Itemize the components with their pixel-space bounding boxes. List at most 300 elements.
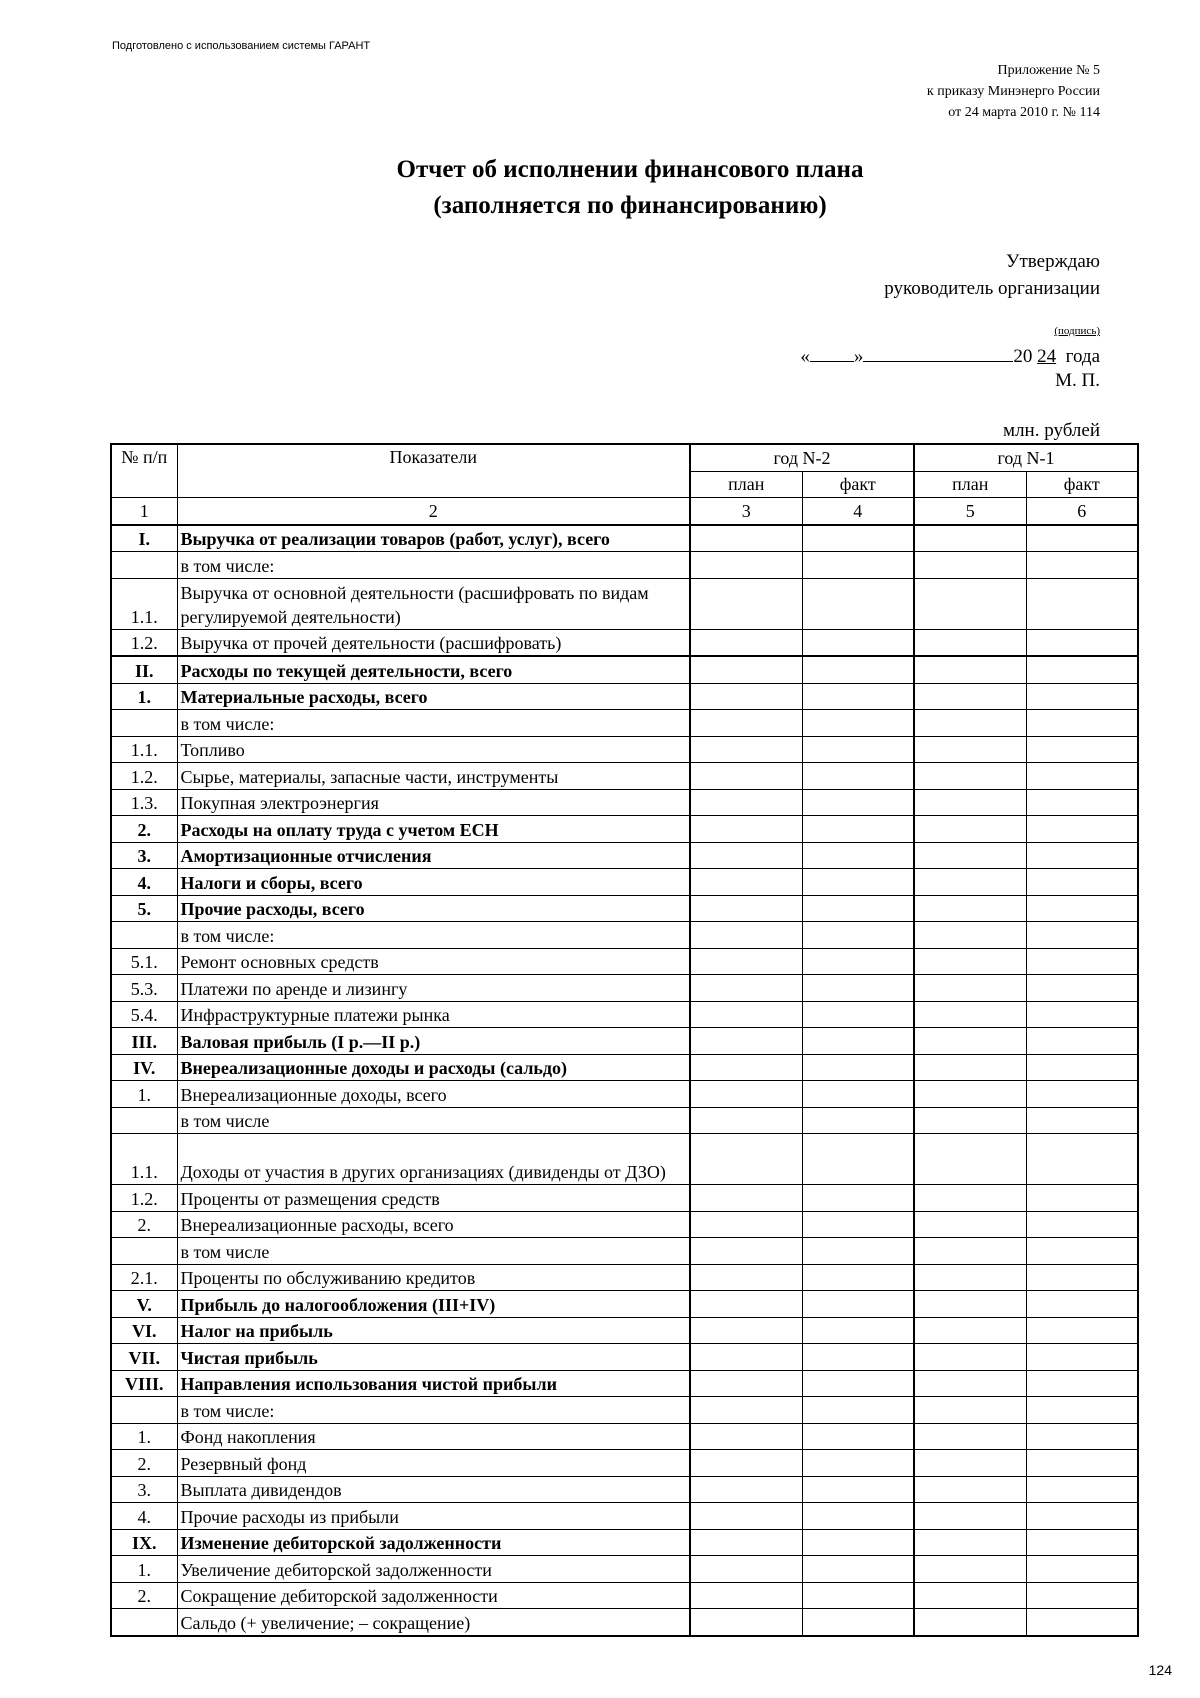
row-number: I. (111, 525, 177, 552)
col-number-label: 6 (1026, 498, 1138, 525)
cell-n2-fact[interactable] (802, 1264, 914, 1291)
col-header-plan: план (690, 471, 802, 498)
row-indicator: Внереализационные доходы и расходы (сальдо) (177, 1054, 690, 1081)
day-blank (810, 343, 854, 362)
row-number: 1.1. (111, 578, 177, 629)
units-label: млн. рублей (1003, 420, 1100, 441)
stamp-place: М. П. (1055, 370, 1100, 391)
cell-n2-plan[interactable] (690, 1556, 802, 1583)
cell-n1-fact[interactable] (1026, 1291, 1138, 1318)
cell-n1-fact[interactable] (1026, 1344, 1138, 1371)
cell-n2-plan[interactable] (690, 710, 802, 737)
row-indicator: Инфраструктурные платежи рынка (177, 1001, 690, 1028)
cell-n1-plan[interactable] (914, 1450, 1026, 1477)
row-indicator: Резервный фонд (177, 1450, 690, 1477)
table-row (111, 869, 1138, 896)
date-close-quote: » (853, 346, 864, 367)
cell-n1-fact[interactable] (1026, 1503, 1138, 1530)
cell-n1-plan[interactable] (914, 1134, 1026, 1185)
month-blank (863, 343, 1013, 362)
cell-n2-fact[interactable] (802, 1344, 914, 1371)
cell-n2-plan[interactable] (690, 629, 802, 656)
table-row (111, 1317, 1138, 1344)
cell-n2-plan[interactable] (690, 1423, 802, 1450)
table-row (111, 1397, 1138, 1424)
cell-n2-fact[interactable] (802, 1556, 914, 1583)
document-title (0, 152, 1200, 224)
cell-n2-fact[interactable] (802, 1450, 914, 1477)
cell-n1-plan[interactable] (914, 656, 1026, 683)
cell-n1-plan[interactable] (914, 922, 1026, 949)
cell-n2-plan[interactable] (690, 922, 802, 949)
row-indicator: в том числе (177, 1238, 690, 1265)
table-row (111, 1185, 1138, 1212)
cell-n1-fact[interactable] (1026, 1001, 1138, 1028)
cell-n1-plan[interactable] (914, 975, 1026, 1002)
cell-n1-plan[interactable] (914, 763, 1026, 790)
cell-n1-fact[interactable] (1026, 842, 1138, 869)
table-row (111, 1503, 1138, 1530)
date-year: 24 (1037, 346, 1057, 367)
cell-n2-plan[interactable] (690, 1054, 802, 1081)
cell-n2-fact[interactable] (802, 1134, 914, 1185)
cell-n2-plan[interactable] (690, 1609, 802, 1636)
table-row (111, 525, 1138, 552)
cell-n1-fact[interactable] (1026, 869, 1138, 896)
cell-n1-plan[interactable] (914, 1264, 1026, 1291)
cell-n2-plan[interactable] (690, 656, 802, 683)
cell-n2-fact[interactable] (802, 869, 914, 896)
row-number: 1.2. (111, 763, 177, 790)
cell-n2-plan[interactable] (690, 1476, 802, 1503)
cell-n1-fact[interactable] (1026, 683, 1138, 710)
cell-n1-plan[interactable] (914, 1238, 1026, 1265)
row-number: 1. (111, 683, 177, 710)
row-number: VII. (111, 1344, 177, 1371)
cell-n1-fact[interactable] (1026, 629, 1138, 656)
cell-n2-plan[interactable] (690, 842, 802, 869)
cell-n2-plan[interactable] (690, 578, 802, 629)
cell-n1-fact[interactable] (1026, 1238, 1138, 1265)
cell-n1-fact[interactable] (1026, 948, 1138, 975)
cell-n2-fact[interactable] (802, 578, 914, 629)
appendix-reference (927, 60, 1100, 123)
row-indicator: Расходы на оплату труда с учетом ЕСН (177, 816, 690, 843)
cell-n1-fact[interactable] (1026, 1609, 1138, 1636)
cell-n1-plan[interactable] (914, 1317, 1026, 1344)
table-row (111, 1107, 1138, 1134)
cell-n1-fact[interactable] (1026, 763, 1138, 790)
appendix-line: к приказу Минэнерго России (926, 84, 1100, 99)
row-number: 5.3. (111, 975, 177, 1002)
cell-n2-plan[interactable] (690, 789, 802, 816)
cell-n1-plan[interactable] (914, 1529, 1026, 1556)
row-indicator: Сокращение дебиторской задолженности (177, 1582, 690, 1609)
cell-n1-plan[interactable] (914, 1107, 1026, 1134)
cell-n2-fact[interactable] (802, 1185, 914, 1212)
cell-n1-plan[interactable] (914, 1185, 1026, 1212)
cell-n1-fact[interactable] (1026, 736, 1138, 763)
cell-n2-fact[interactable] (802, 922, 914, 949)
cell-n1-fact[interactable] (1026, 1134, 1138, 1185)
cell-n1-plan[interactable] (914, 629, 1026, 656)
row-indicator: Налог на прибыль (177, 1317, 690, 1344)
title-line: (заполняется по финансированию) (433, 192, 827, 219)
table-row (111, 1370, 1138, 1397)
signature-hint: (подпись) (1054, 325, 1100, 337)
cell-n1-fact[interactable] (1026, 1556, 1138, 1583)
appendix-line: Приложение № 5 (997, 63, 1100, 78)
approval-role: руководитель организации (884, 278, 1100, 299)
cell-n1-fact[interactable] (1026, 1081, 1138, 1108)
cell-n2-plan[interactable] (690, 763, 802, 790)
table-row (111, 629, 1138, 656)
row-indicator: Прочие расходы, всего (177, 895, 690, 922)
date-open-quote: « (800, 346, 810, 367)
cell-n1-fact[interactable] (1026, 789, 1138, 816)
cell-n2-fact[interactable] (802, 1503, 914, 1530)
row-number: 2. (111, 1450, 177, 1477)
cell-n1-plan[interactable] (914, 525, 1026, 552)
table-row (111, 763, 1138, 790)
table-row (111, 1423, 1138, 1450)
cell-n1-fact[interactable] (1026, 895, 1138, 922)
col-header-plan: план (914, 471, 1026, 498)
cell-n1-plan[interactable] (914, 1001, 1026, 1028)
table-row (111, 1609, 1138, 1636)
row-indicator: Амортизационные отчисления (177, 842, 690, 869)
row-indicator: Покупная электроэнергия (177, 789, 690, 816)
cell-n1-fact[interactable] (1026, 552, 1138, 579)
cell-n2-fact[interactable] (802, 1397, 914, 1424)
row-number: 1.2. (111, 1185, 177, 1212)
table-row (111, 1476, 1138, 1503)
cell-n2-fact[interactable] (802, 710, 914, 737)
cell-n1-fact[interactable] (1026, 578, 1138, 629)
cell-n1-plan[interactable] (914, 736, 1026, 763)
cell-n1-fact[interactable] (1026, 525, 1138, 552)
cell-n2-plan[interactable] (690, 552, 802, 579)
cell-n1-plan[interactable] (914, 1291, 1026, 1318)
cell-n1-plan[interactable] (914, 1054, 1026, 1081)
table-row (111, 1291, 1138, 1318)
cell-n2-plan[interactable] (690, 683, 802, 710)
table-row (111, 895, 1138, 922)
cell-n2-fact[interactable] (802, 629, 914, 656)
row-indicator: Внереализационные расходы, всего (177, 1211, 690, 1238)
cell-n2-plan[interactable] (690, 816, 802, 843)
cell-n2-plan[interactable] (690, 1370, 802, 1397)
cell-n2-fact[interactable] (802, 895, 914, 922)
table-row (111, 789, 1138, 816)
cell-n2-plan[interactable] (690, 1185, 802, 1212)
cell-n1-plan[interactable] (914, 1211, 1026, 1238)
row-number: 5.1. (111, 948, 177, 975)
row-indicator: Чистая прибыль (177, 1344, 690, 1371)
garant-notice: Подготовлено с использованием системы ГАРАНТ (112, 40, 371, 52)
row-indicator: Проценты по обслуживанию кредитов (177, 1264, 690, 1291)
cell-n2-fact[interactable] (802, 1582, 914, 1609)
row-indicator: в том числе: (177, 1397, 690, 1424)
cell-n1-plan[interactable] (914, 683, 1026, 710)
cell-n1-fact[interactable] (1026, 656, 1138, 683)
row-number (111, 710, 177, 737)
cell-n1-plan[interactable] (914, 948, 1026, 975)
cell-n2-plan[interactable] (690, 1397, 802, 1424)
table-row (111, 922, 1138, 949)
table-row (111, 1001, 1138, 1028)
cell-n1-fact[interactable] (1026, 816, 1138, 843)
cell-n1-fact[interactable] (1026, 922, 1138, 949)
row-indicator: Налоги и сборы, всего (177, 869, 690, 896)
cell-n1-fact[interactable] (1026, 1450, 1138, 1477)
table-row (111, 736, 1138, 763)
cell-n2-plan[interactable] (690, 525, 802, 552)
cell-n2-plan[interactable] (690, 1238, 802, 1265)
cell-n2-fact[interactable] (802, 1081, 914, 1108)
row-number: 1.1. (111, 736, 177, 763)
row-number: 4. (111, 869, 177, 896)
cell-n2-fact[interactable] (802, 816, 914, 843)
cell-n2-plan[interactable] (690, 869, 802, 896)
row-indicator: Проценты от размещения средств (177, 1185, 690, 1212)
cell-n1-plan[interactable] (914, 1609, 1026, 1636)
table-row (111, 656, 1138, 683)
cell-n2-plan[interactable] (690, 895, 802, 922)
cell-n1-fact[interactable] (1026, 1264, 1138, 1291)
cell-n2-plan[interactable] (690, 1134, 802, 1185)
cell-n2-plan[interactable] (690, 975, 802, 1002)
cell-n1-fact[interactable] (1026, 1211, 1138, 1238)
cell-n2-fact[interactable] (802, 683, 914, 710)
cell-n2-fact[interactable] (802, 975, 914, 1002)
row-indicator: Расходы по текущей деятельности, всего (177, 656, 690, 683)
cell-n2-fact[interactable] (802, 1107, 914, 1134)
cell-n2-fact[interactable] (802, 1001, 914, 1028)
cell-n2-plan[interactable] (690, 1291, 802, 1318)
cell-n1-fact[interactable] (1026, 1423, 1138, 1450)
cell-n2-fact[interactable] (802, 1238, 914, 1265)
row-number: 2. (111, 1211, 177, 1238)
row-number: 2. (111, 816, 177, 843)
row-number (111, 922, 177, 949)
table-row (111, 1211, 1138, 1238)
table-row (111, 1529, 1138, 1556)
row-indicator: в том числе (177, 1107, 690, 1134)
cell-n1-plan[interactable] (914, 1503, 1026, 1530)
row-indicator: Внереализационные доходы, всего (177, 1081, 690, 1108)
approval-line: Утверждаю (1006, 251, 1100, 272)
row-number: 4. (111, 1503, 177, 1530)
cell-n2-plan[interactable] (690, 736, 802, 763)
cell-n1-plan[interactable] (914, 710, 1026, 737)
row-indicator: Ремонт основных средств (177, 948, 690, 975)
cell-n2-plan[interactable] (690, 1028, 802, 1055)
cell-n2-plan[interactable] (690, 1344, 802, 1371)
cell-n2-fact[interactable] (802, 1609, 914, 1636)
cell-n1-fact[interactable] (1026, 1054, 1138, 1081)
cell-n2-fact[interactable] (802, 1317, 914, 1344)
row-indicator: Сальдо (+ увеличение; – сокращение) (177, 1609, 690, 1636)
row-number: 2.1. (111, 1264, 177, 1291)
cell-n1-fact[interactable] (1026, 1582, 1138, 1609)
col-header-fact: факт (802, 471, 914, 498)
cell-n1-fact[interactable] (1026, 1107, 1138, 1134)
cell-n1-plan[interactable] (914, 869, 1026, 896)
cell-n2-fact[interactable] (802, 1028, 914, 1055)
table-row (111, 1081, 1138, 1108)
row-indicator: Выплата дивидендов (177, 1476, 690, 1503)
cell-n1-fact[interactable] (1026, 1185, 1138, 1212)
cell-n1-plan[interactable] (914, 1028, 1026, 1055)
col-number-label: 2 (177, 498, 690, 525)
cell-n2-fact[interactable] (802, 842, 914, 869)
row-number: VI. (111, 1317, 177, 1344)
row-indicator: Валовая прибыль (I р.—II р.) (177, 1028, 690, 1055)
cell-n1-fact[interactable] (1026, 975, 1138, 1002)
row-number (111, 1107, 177, 1134)
row-indicator: Направления использования чистой прибыли (177, 1370, 690, 1397)
cell-n1-plan[interactable] (914, 789, 1026, 816)
row-number: III. (111, 1028, 177, 1055)
cell-n2-fact[interactable] (802, 1423, 914, 1450)
row-number: 1.2. (111, 629, 177, 656)
table-row (111, 683, 1138, 710)
cell-n2-plan[interactable] (690, 1107, 802, 1134)
table-row (111, 710, 1138, 737)
cell-n1-plan[interactable] (914, 1582, 1026, 1609)
col-number-label: 5 (914, 498, 1026, 525)
cell-n2-fact[interactable] (802, 525, 914, 552)
row-indicator: Фонд накопления (177, 1423, 690, 1450)
cell-n1-fact[interactable] (1026, 1476, 1138, 1503)
cell-n1-plan[interactable] (914, 816, 1026, 843)
row-number: II. (111, 656, 177, 683)
row-number: 5.4. (111, 1001, 177, 1028)
row-number: 5. (111, 895, 177, 922)
cell-n2-plan[interactable] (690, 1529, 802, 1556)
row-number (111, 1397, 177, 1424)
row-number: 2. (111, 1582, 177, 1609)
cell-n1-fact[interactable] (1026, 1028, 1138, 1055)
table-row (111, 552, 1138, 579)
cell-n2-plan[interactable] (690, 1450, 802, 1477)
col-header-indicator: Показатели (177, 444, 690, 498)
table-row (111, 1450, 1138, 1477)
cell-n2-fact[interactable] (802, 1211, 914, 1238)
cell-n1-plan[interactable] (914, 1081, 1026, 1108)
cell-n2-fact[interactable] (802, 1370, 914, 1397)
row-indicator: Сырье, материалы, запасные части, инструменты (177, 763, 690, 790)
cell-n1-fact[interactable] (1026, 1529, 1138, 1556)
row-indicator: Прибыль до налогообложения (III+IV) (177, 1291, 690, 1318)
table-row (111, 1134, 1138, 1185)
title-line: Отчет об исполнении финансового плана (396, 156, 864, 183)
row-number: 1.1. (111, 1134, 177, 1185)
row-indicator: Увеличение дебиторской задолженности (177, 1556, 690, 1583)
cell-n2-plan[interactable] (690, 1503, 802, 1530)
cell-n2-plan[interactable] (690, 1081, 802, 1108)
col-header-number: № п/п (111, 444, 177, 498)
cell-n1-fact[interactable] (1026, 1370, 1138, 1397)
cell-n2-plan[interactable] (690, 1211, 802, 1238)
cell-n2-fact[interactable] (802, 1291, 914, 1318)
cell-n2-plan[interactable] (690, 1001, 802, 1028)
table-row (111, 1556, 1138, 1583)
cell-n2-fact[interactable] (802, 736, 914, 763)
row-indicator: Топливо (177, 736, 690, 763)
cell-n2-fact[interactable] (802, 948, 914, 975)
cell-n1-plan[interactable] (914, 1397, 1026, 1424)
col-number-label: 4 (802, 498, 914, 525)
cell-n2-fact[interactable] (802, 656, 914, 683)
row-indicator: Платежи по аренде и лизингу (177, 975, 690, 1002)
cell-n2-fact[interactable] (802, 789, 914, 816)
col-number-label: 1 (111, 498, 177, 525)
cell-n1-plan[interactable] (914, 842, 1026, 869)
table-row (111, 1054, 1138, 1081)
row-indicator: Материальные расходы, всего (177, 683, 690, 710)
row-indicator: Прочие расходы из прибыли (177, 1503, 690, 1530)
col-header-fact: факт (1026, 471, 1138, 498)
cell-n2-fact[interactable] (802, 763, 914, 790)
row-number: 1. (111, 1081, 177, 1108)
approval-date (800, 343, 1100, 368)
col-header-year-n1: год N-1 (914, 444, 1138, 471)
col-number-label: 3 (690, 498, 802, 525)
appendix-line: от 24 марта 2010 г. № 114 (948, 105, 1100, 120)
row-indicator: Выручка от прочей деятельности (расшифровать) (177, 629, 690, 656)
row-number: IV. (111, 1054, 177, 1081)
cell-n1-plan[interactable] (914, 578, 1026, 629)
row-number: 1.3. (111, 789, 177, 816)
cell-n1-plan[interactable] (914, 552, 1026, 579)
cell-n1-fact[interactable] (1026, 1397, 1138, 1424)
cell-n1-fact[interactable] (1026, 710, 1138, 737)
row-number: V. (111, 1291, 177, 1318)
row-indicator: Выручка от основной деятельности (расшифровать по видам регулируемой деятельности) (177, 578, 690, 629)
cell-n2-fact[interactable] (802, 552, 914, 579)
cell-n1-plan[interactable] (914, 1344, 1026, 1371)
approval-block (884, 248, 1100, 302)
row-indicator: в том числе: (177, 922, 690, 949)
table-row (111, 975, 1138, 1002)
cell-n2-plan[interactable] (690, 1317, 802, 1344)
cell-n2-plan[interactable] (690, 1264, 802, 1291)
cell-n1-plan[interactable] (914, 1476, 1026, 1503)
cell-n2-fact[interactable] (802, 1529, 914, 1556)
cell-n1-fact[interactable] (1026, 1317, 1138, 1344)
table-row (111, 1582, 1138, 1609)
cell-n1-plan[interactable] (914, 1370, 1026, 1397)
row-indicator: Изменение дебиторской задолженности (177, 1529, 690, 1556)
row-number: 3. (111, 1476, 177, 1503)
cell-n2-fact[interactable] (802, 1054, 914, 1081)
cell-n2-fact[interactable] (802, 1476, 914, 1503)
row-number: IX. (111, 1529, 177, 1556)
cell-n1-plan[interactable] (914, 1423, 1026, 1450)
row-number: 1. (111, 1423, 177, 1450)
row-indicator: в том числе: (177, 710, 690, 737)
table-row (111, 816, 1138, 843)
table-row (111, 842, 1138, 869)
cell-n1-plan[interactable] (914, 895, 1026, 922)
cell-n2-plan[interactable] (690, 948, 802, 975)
cell-n2-plan[interactable] (690, 1582, 802, 1609)
cell-n1-plan[interactable] (914, 1556, 1026, 1583)
row-indicator: в том числе: (177, 552, 690, 579)
table-body (111, 525, 1138, 1636)
